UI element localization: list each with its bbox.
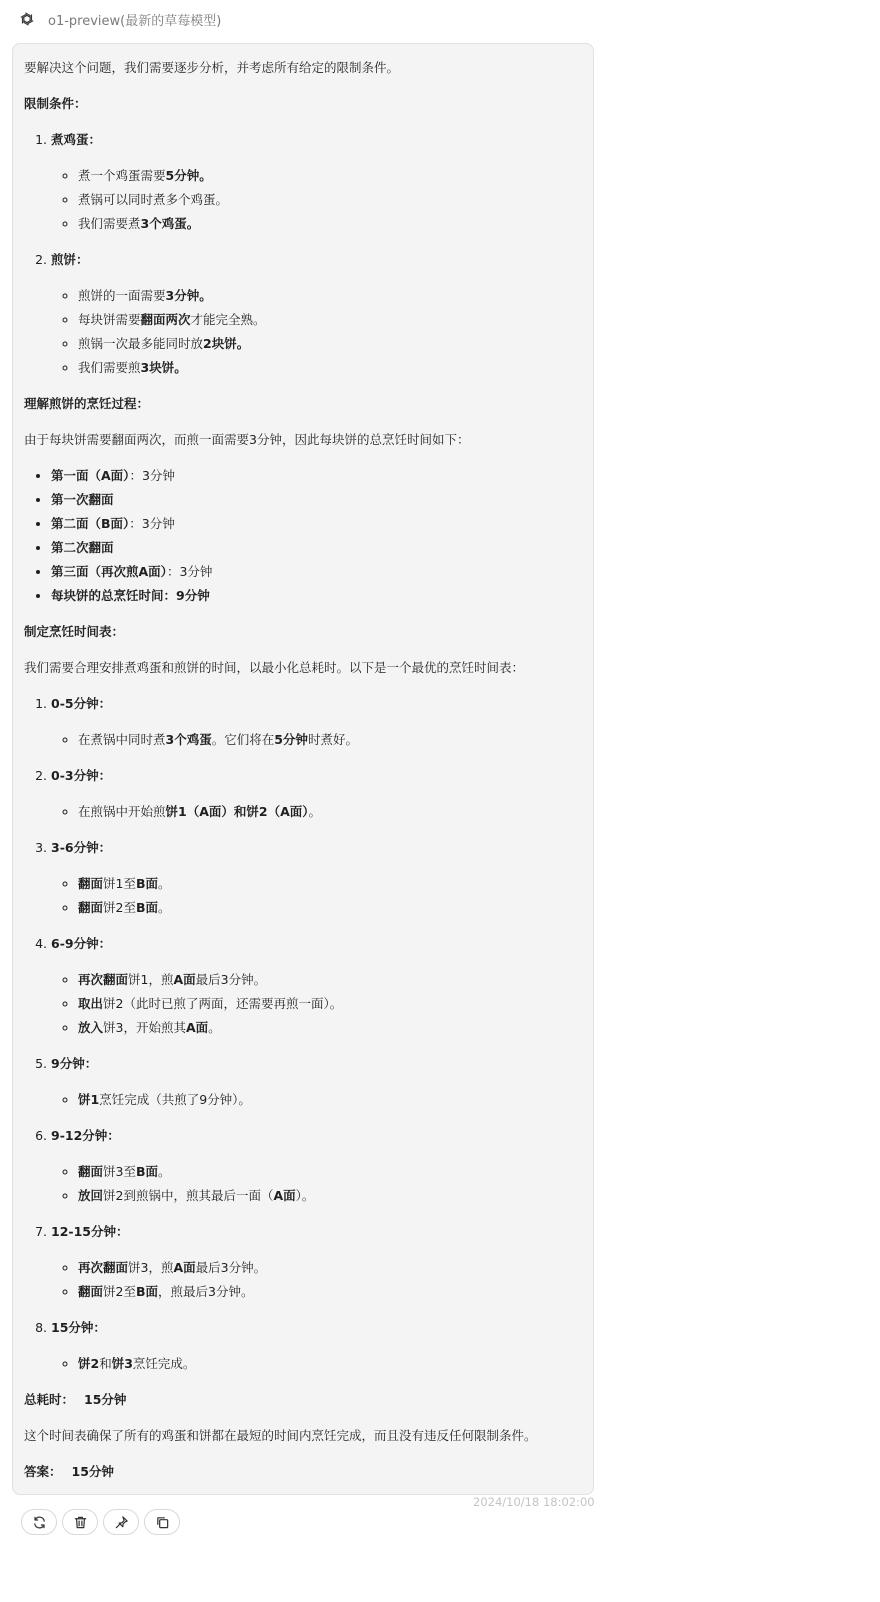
bold-text: 饼1 xyxy=(78,1092,100,1107)
step-title: 1. 煮鸡蛋： xyxy=(51,132,102,147)
refresh-icon xyxy=(32,1515,47,1530)
bold-text: B面 xyxy=(135,1164,158,1179)
step-sublist xyxy=(51,1088,583,1112)
bold-text: 翻面 xyxy=(78,876,104,891)
text-run: 饼2到煎锅中，煎其最后一面（ xyxy=(103,1188,274,1203)
bold-text: B面 xyxy=(135,1284,158,1299)
text-run: 。 xyxy=(158,1164,171,1179)
numbered-step xyxy=(51,1124,583,1208)
step-title: 1. 0-5分钟： xyxy=(51,696,112,711)
assistant-message-bubble xyxy=(12,43,594,1495)
bold-text: 取出 xyxy=(78,996,104,1011)
list-item xyxy=(78,212,583,236)
text-run: 。 xyxy=(208,1020,221,1035)
bold-text: 第二面（B面） xyxy=(51,516,130,531)
schedule-heading: 制定烹饪时间表： xyxy=(24,624,125,639)
step-sublist xyxy=(51,284,583,380)
bold-text: 3个鸡蛋 xyxy=(165,732,212,747)
message-header xyxy=(18,8,221,30)
list-item xyxy=(51,512,583,536)
step-title: 4. 6-9分钟： xyxy=(51,936,112,951)
text-run: 煮锅可以同时煮多个鸡蛋。 xyxy=(78,192,229,207)
bold-text: 3个鸡蛋。 xyxy=(140,216,200,231)
text-run: 最后3分钟。 xyxy=(195,1260,267,1275)
list-item xyxy=(78,1280,583,1304)
step-sublist xyxy=(51,1160,583,1208)
step-sublist xyxy=(51,968,583,1040)
bold-text: 5分钟。 xyxy=(165,168,212,183)
constraints-list xyxy=(24,128,583,380)
numbered-step xyxy=(51,764,583,824)
text-run: 饼1至 xyxy=(103,876,136,891)
total-label: 总耗时： xyxy=(24,1392,75,1407)
bold-text: 饼3 xyxy=(111,1356,133,1371)
list-item xyxy=(51,536,583,560)
numbered-step xyxy=(51,692,583,752)
list-item xyxy=(51,584,583,608)
bold-text: 2块饼。 xyxy=(203,336,250,351)
list-item xyxy=(78,332,583,356)
text-run: ）。 xyxy=(295,1188,315,1203)
list-item xyxy=(78,188,583,212)
step-title: 2. 0-3分钟： xyxy=(51,768,112,783)
bold-text: 再次翻面 xyxy=(78,972,129,987)
message-toolbar xyxy=(21,1509,180,1535)
bold-text: A面 xyxy=(185,1020,209,1035)
list-item xyxy=(78,284,583,308)
text-run: 在煎锅中开始煎 xyxy=(78,804,166,819)
intro-text: 要解决这个问题，我们需要逐步分析，并考虑所有给定的限制条件。 xyxy=(24,60,400,75)
text-run: 烹饪完成。 xyxy=(132,1356,196,1371)
numbered-step xyxy=(51,1052,583,1112)
constraints-heading: 限制条件： xyxy=(24,96,87,111)
text-run: 煎饼的一面需要 xyxy=(78,288,166,303)
step-sublist xyxy=(51,800,583,824)
bold-text: 5分钟 xyxy=(274,732,308,747)
bold-text: 放回 xyxy=(78,1188,104,1203)
pin-icon xyxy=(114,1515,129,1530)
step-sublist xyxy=(51,164,583,236)
bold-text: 每块饼的总烹饪时间：9分钟 xyxy=(51,588,210,603)
list-item xyxy=(78,164,583,188)
bold-text: 放入 xyxy=(78,1020,104,1035)
understand-heading: 理解煎饼的烹饪过程： xyxy=(24,396,150,411)
list-item xyxy=(51,560,583,584)
text-run: 饼3，煎 xyxy=(128,1260,174,1275)
list-item xyxy=(78,872,583,896)
bold-text: 饼2 xyxy=(78,1356,100,1371)
text-run: 煮一个鸡蛋需要 xyxy=(78,168,166,183)
text-run: 煎锅一次最多能同时放 xyxy=(78,336,204,351)
text-run: 最后3分钟。 xyxy=(195,972,267,987)
bold-text: 第二次翻面 xyxy=(51,540,114,555)
text-run: 饼3至 xyxy=(103,1164,136,1179)
numbered-step xyxy=(51,932,583,1040)
openai-logo-icon xyxy=(18,10,36,28)
numbered-step xyxy=(51,836,583,920)
list-item xyxy=(78,728,583,752)
bold-text: B面 xyxy=(135,900,158,915)
step-title: 2. 煎饼： xyxy=(51,252,89,267)
bold-text: 第一面（A面） xyxy=(51,468,130,483)
schedule-list xyxy=(24,692,583,1376)
step-sublist xyxy=(51,728,583,752)
text-run: ：3分钟 xyxy=(129,468,175,483)
list-item xyxy=(78,1016,583,1040)
bold-text: 再次翻面 xyxy=(78,1260,129,1275)
bold-text: 饼1（A面）和饼2（A面） xyxy=(165,804,309,819)
step-sublist xyxy=(51,1256,583,1304)
total-line xyxy=(24,1388,583,1412)
text-run: 烹饪完成（共煎了9分钟）。 xyxy=(99,1092,251,1107)
text-run: 每块饼需要 xyxy=(78,312,141,327)
answer-line xyxy=(24,1460,583,1484)
step-sublist xyxy=(51,1352,583,1376)
text-run: ，煎最后3分钟。 xyxy=(158,1284,254,1299)
delete-button[interactable] xyxy=(62,1509,98,1535)
step-title: 7. 12-15分钟： xyxy=(51,1224,129,1239)
total-value: 15分钟 xyxy=(84,1392,127,1407)
bold-text: 第一次翻面 xyxy=(51,492,114,507)
text-run: 。 xyxy=(308,804,322,819)
process-list xyxy=(24,464,583,608)
list-item xyxy=(78,800,583,824)
message-timestamp: 2024/10/18 18:02:00 xyxy=(473,1495,595,1509)
numbered-step xyxy=(51,1316,583,1376)
bold-text: B面 xyxy=(135,876,158,891)
schedule-text: 我们需要合理安排煮鸡蛋和煎饼的时间，以最小化总耗时。以下是一个最优的烹饪时间表： xyxy=(24,660,525,675)
bold-text: A面 xyxy=(173,972,196,987)
text-run: 饼2至 xyxy=(103,900,136,915)
text-run: 饼1，煎 xyxy=(128,972,174,987)
text-run: 饼2至 xyxy=(103,1284,136,1299)
bold-text: 3分钟。 xyxy=(165,288,212,303)
regenerate-button[interactable] xyxy=(21,1509,57,1535)
bold-text: 3块饼。 xyxy=(140,360,187,375)
bold-text: 翻面 xyxy=(78,1284,104,1299)
step-title: 5. 9分钟： xyxy=(51,1056,98,1071)
copy-button[interactable] xyxy=(144,1509,180,1535)
copy-icon xyxy=(155,1515,170,1530)
text-run: 。 xyxy=(158,900,171,915)
list-item xyxy=(78,992,583,1016)
numbered-step xyxy=(51,1220,583,1304)
step-sublist xyxy=(51,872,583,920)
list-item xyxy=(51,488,583,512)
text-run: 饼3，开始煎其 xyxy=(103,1020,186,1035)
step-title: 6. 9-12分钟： xyxy=(51,1128,120,1143)
bold-text: A面 xyxy=(273,1188,296,1203)
step-title: 8. 15分钟： xyxy=(51,1320,106,1335)
step-title: 3. 3-6分钟： xyxy=(51,840,112,855)
list-item xyxy=(78,896,583,920)
bold-text: A面 xyxy=(173,1260,196,1275)
answer-value: 15分钟 xyxy=(71,1464,114,1479)
bold-text: 翻面 xyxy=(78,900,104,915)
bold-text: 翻面 xyxy=(78,1164,104,1179)
text-run: ：3分钟 xyxy=(166,564,213,579)
trash-icon xyxy=(73,1515,88,1530)
text-run: 我们需要煮 xyxy=(78,216,141,231)
bold-text: 第三面（再次煎A面） xyxy=(51,564,167,579)
list-item xyxy=(78,1160,583,1184)
numbered-step xyxy=(51,248,583,380)
text-run: 。它们将在 xyxy=(211,732,275,747)
text-run: ：3分钟 xyxy=(129,516,175,531)
conclusion-text: 这个时间表确保了所有的鸡蛋和饼都在最短的时间内烹饪完成，而且没有违反任何限制条件。 xyxy=(24,1428,537,1443)
list-item xyxy=(78,308,583,332)
list-item xyxy=(78,356,583,380)
list-item xyxy=(51,464,583,488)
numbered-step xyxy=(51,128,583,236)
pin-button[interactable] xyxy=(103,1509,139,1535)
list-item xyxy=(78,1256,583,1280)
bold-text: 翻面两次 xyxy=(140,312,191,327)
answer-label: 答案： xyxy=(24,1464,62,1479)
list-item xyxy=(78,1088,583,1112)
text-run: 饼2（此时已煎了两面，还需要再煎一面）。 xyxy=(103,996,343,1011)
list-item xyxy=(78,1184,583,1208)
text-run: 才能完全熟。 xyxy=(190,312,266,327)
text-run: 时煮好。 xyxy=(307,732,358,747)
text-run: 。 xyxy=(158,876,171,891)
text-run: 我们需要煎 xyxy=(78,360,141,375)
text-run: 和 xyxy=(99,1356,112,1371)
understand-text: 由于每块饼需要翻面两次，而煎一面需要3分钟，因此每块饼的总烹饪时间如下： xyxy=(24,432,470,447)
model-name: o1-preview(最新的草莓模型) xyxy=(48,13,222,29)
list-item xyxy=(78,1352,583,1376)
text-run: 在煮锅中同时煮 xyxy=(78,732,166,747)
list-item xyxy=(78,968,583,992)
